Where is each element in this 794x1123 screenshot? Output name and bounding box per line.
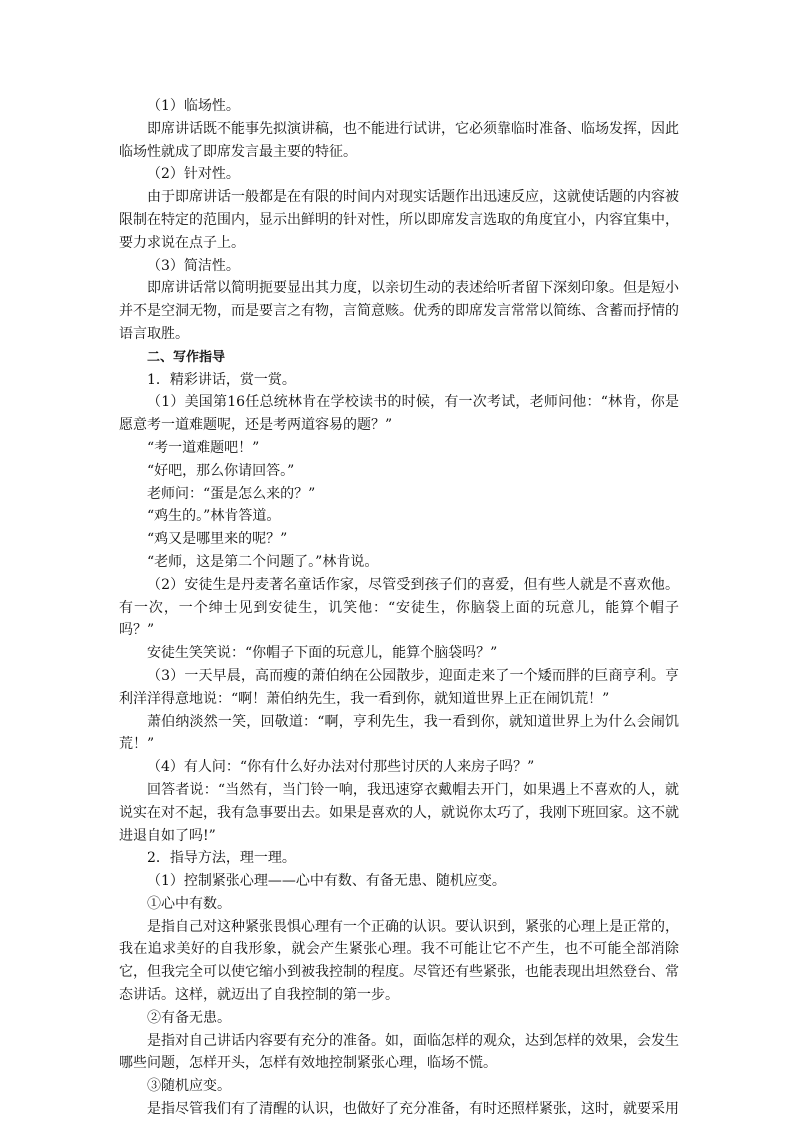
paragraph: 是指自己对这种紧张畏惧心理有一个正确的认识。要认识到，紧张的心理上是正常的，我在追求美好的自我形象，就会产生紧张心理。我不可能让它不产生，也不可能全部消除它，但我完全可以使它缩小到被我控制的程度。尽管还有些紧张，也能表现出坦然登台、常态讲话。这样，就迈出了自我控制的第一步。 [119,918,679,1004]
dialogue-line: “鸡又是哪里来的呢？” [147,531,288,548]
heading-immediacy: （1）临场性。 [147,98,240,114]
dialogue-line: “好吧，那么你请回答。” [147,462,295,479]
paragraph: 是指尽管我们有了清醒的认识，也做好了充分准备，有时还照样紧张，这时，就要采用 [147,1101,679,1118]
paragraph: 萧伯纳淡然一笑，回敬道：“啊，亨利先生，我一看到你，就知道世界上为什么会闹饥荒！” [119,713,679,753]
paragraph: 由于即席讲话一般都是在有限的时间内对现实话题作出迅速反应，这就使话题的内容被限制在特定的范围内，显示出鲜明的针对性，所以即席发言选取的角度宜小，内容宜集中，要力求说在点子上。 [119,189,679,251]
paragraph: （4）有人问：“你有什么好办法对付那些讨厌的人来房子吗？” [147,759,535,776]
paragraph: （2）安徒生是丹麦著名童话作家，尽管受到孩子们的喜爱，但有些人就是不喜欢他。有一次，一个绅士见到安徒生，讥笑他：“安徒生，你脑袋上面的玩意儿，能算个帽子吗？” [119,576,679,639]
dialogue-line: 安徒生笑笑说：“你帽子下面的玩意儿，能算个脑袋吗？” [147,645,498,662]
paragraph: 回答者说：“当然有，当门铃一响，我迅速穿衣戴帽去开门，如果遇上不喜欢的人，就说实在对不起，我有急事要出去。如果是喜欢的人，就说你太巧了，我刚下班回家。这不就进退自如了吗!” [119,781,679,844]
paragraph: 即席讲话常以简明扼要显出其力度，以亲切生动的表述给听者留下深刻印象。但是短小并不是空洞无物，而是要言之有物，言简意赅。优秀的即席发言常常以简练、含蓄而抒情的语言取胜。 [119,280,679,342]
dialogue-line: “老师，这是第二个问题了。”林肯说。 [147,553,379,570]
section-heading-writing-guide: 二、写作指导 [147,348,226,364]
subheading: 2．指导方法，理一理。 [147,850,296,867]
subheading: （1）控制紧张心理——心中有数、有备无患、随机应变。 [147,873,506,890]
dialogue-line: 老师问：“蛋是怎么来的？” [147,485,316,502]
paragraph: 是指对自己讲话内容要有充分的准备。如，面临怎样的观众，达到怎样的效果，会发生哪些问题，怎样开头，怎样有效地控制紧张心理，临场不慌。 [119,1032,679,1072]
document-body [119,95,679,1121]
subheading: 1．精彩讲话，赏一赏。 [147,371,296,388]
list-item-heading: ②有备无患。 [147,1009,231,1026]
dialogue-line: “考一道难题吧！” [147,439,260,456]
list-item-heading: ③随机应变。 [147,1078,231,1095]
paragraph: （1）美国第16任总统林肯在学校读书的时候，有一次考试，老师问他：“林肯，你是愿意考一道难题呢，还是考两道容易的题？” [119,394,679,434]
heading-pertinence: （2）针对性。 [147,166,240,183]
dialogue-line: “鸡生的。”林肯答道。 [147,508,281,525]
heading-conciseness: （3）简洁性。 [147,257,240,274]
list-item-heading: ①心中有数。 [147,895,231,912]
paragraph: 即席讲话既不能事先拟演讲稿，也不能进行试讲，它必须靠临时准备、临场发挥，因此临场性就成了即席发言最主要的特征。 [119,120,679,160]
paragraph: （3）一天早晨，高而瘦的萧伯纳在公园散步，迎面走来了一个矮而胖的巨商亨利。亨利洋洋得意地说：“啊！萧伯纳先生，我一看到你，就知道世界上正在闹饥荒！” [119,667,679,707]
